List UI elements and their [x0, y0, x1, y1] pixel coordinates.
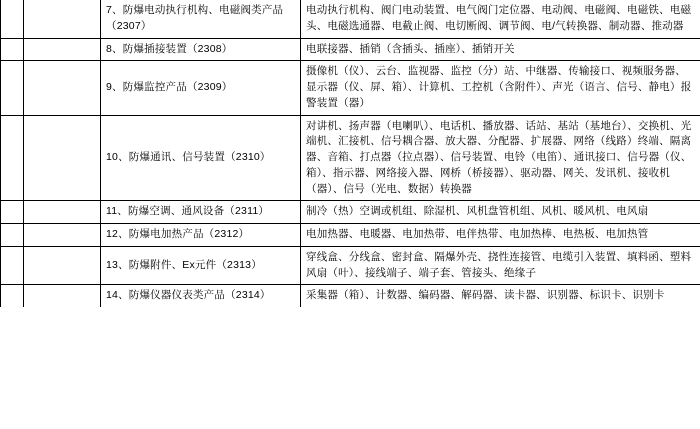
row-index-cell — [1, 61, 24, 115]
row-group-cell — [24, 246, 101, 285]
table-row — [1, 38, 700, 61]
row-group-cell — [24, 224, 101, 247]
category-cell: 10、防爆通讯、信号装置（2310） — [101, 115, 301, 201]
row-index-cell — [1, 246, 24, 285]
row-index-cell — [1, 201, 24, 224]
row-index-cell — [1, 285, 24, 307]
row-group-cell — [24, 201, 101, 224]
row-index-cell — [1, 38, 24, 61]
items-cell: 电动执行机构、阀门电动装置、电气阀门定位器、电动阀、电磁阀、电磁铁、电磁头、电磁选通器、电截止阀、电切断阀、调节阀、电/气转换器、制动器、推动器 — [301, 0, 700, 38]
table-body — [1, 0, 700, 307]
row-group-cell — [24, 61, 101, 115]
row-index-cell — [1, 115, 24, 201]
table-row — [1, 246, 700, 285]
row-index-cell — [1, 224, 24, 247]
row-group-cell — [24, 38, 101, 61]
row-index-cell — [1, 0, 24, 38]
category-cell: 11、防爆空调、通风设备（2311） — [101, 201, 301, 224]
items-cell: 摄像机（仪）、云台、监视器、监控（分）站、中继器、传输接口、视频服务器、显示器（仪、屏、箱）、计算机、工控机（含附件）、声光（语言、信号、静电）报警装置（器） — [301, 61, 700, 115]
category-cell: 7、防爆电动执行机构、电磁阀类产品（2307） — [101, 0, 301, 38]
table-row — [1, 201, 700, 224]
table-row — [1, 224, 700, 247]
row-group-cell — [24, 0, 101, 38]
category-cell: 14、防爆仪器仪表类产品（2314） — [101, 285, 301, 307]
row-group-cell — [24, 115, 101, 201]
table-row — [1, 0, 700, 38]
table-row — [1, 115, 700, 201]
items-cell: 制冷（热）空调或机组、除湿机、风机盘管机组、风机、暖风机、电风扇 — [301, 201, 700, 224]
row-group-cell — [24, 285, 101, 307]
table-row — [1, 285, 700, 307]
category-cell: 8、防爆插接装置（2308） — [101, 38, 301, 61]
table-row — [1, 61, 700, 115]
items-cell: 对讲机、扬声器（电喇叭）、电话机、播放器、话站、基站（基地台）、交换机、光端机、汇接机、信号耦合器、放大器、分配器、扩展器、网络（线路）终端、隔离器、音箱、打点器（拉点器）、信号装置、电铃（电笛）、通讯接口、信号器（仪、箱）、指示器、网络接入器、网桥（桥接器）、驱动器、网关、发讯机、接收机（器）、信号（光电、数据）转换器 — [301, 115, 700, 201]
items-cell: 穿线盒、分线盒、密封盒、隔爆外壳、挠性连接管、电缆引入装置、填料函、塑料风扇（叶）、接线端子、端子套、管接头、绝缘子 — [301, 246, 700, 285]
items-cell: 采集器（箱）、计数器、编码器、解码器、读卡器、识别器、标识卡、识别卡 — [301, 285, 700, 307]
category-cell: 12、防爆电加热产品（2312） — [101, 224, 301, 247]
items-cell: 电联接器、插销（含插头、插座）、插销开关 — [301, 38, 700, 61]
items-cell: 电加热器、电暖器、电加热带、电伴热带、电加热棒、电热板、电加热管 — [301, 224, 700, 247]
category-cell: 9、防爆监控产品（2309） — [101, 61, 301, 115]
category-cell: 13、防爆附件、Ex元件（2313） — [101, 246, 301, 285]
